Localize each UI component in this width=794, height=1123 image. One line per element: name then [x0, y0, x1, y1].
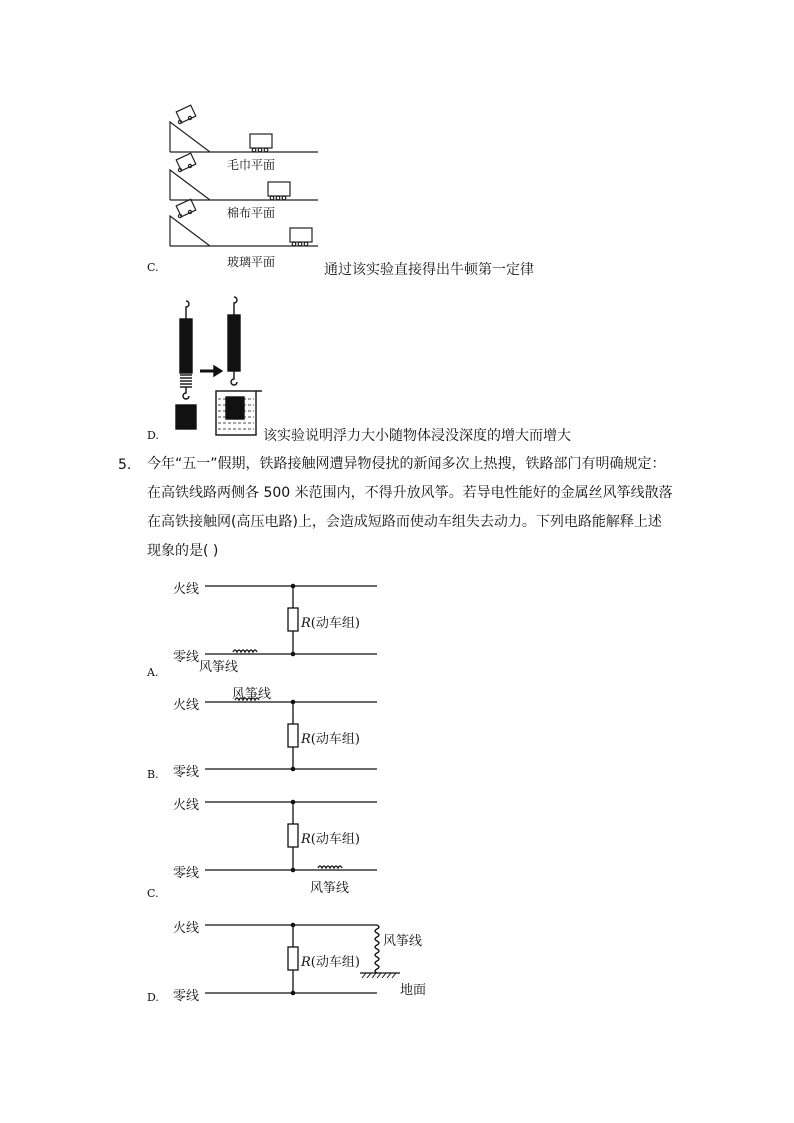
circuit-c-kite-label: 风筝线: [310, 881, 350, 896]
resistor-symbol: R: [301, 616, 311, 631]
option-letter-c: C.: [147, 887, 159, 900]
circuit-a-resistor-label: [301, 612, 360, 631]
circuit-c-neutral-label: 零线: [173, 866, 200, 881]
circuit-c-resistor-label: [301, 828, 360, 847]
resistor-symbol: R: [301, 955, 311, 970]
option-letter-d-top: D.: [147, 429, 159, 442]
question-line-4: 现象的是( ): [147, 543, 219, 559]
resistor-text: (动车组): [310, 732, 360, 747]
surface-label-towel: 毛巾平面: [227, 158, 276, 172]
question-line-3: 在高铁接触网(高压电路)上，会造成短路而使动车组失去动力。下列电路能解释上述: [147, 514, 662, 530]
circuit-d-kite-label: 风筝线: [383, 934, 423, 949]
resistor-text: (动车组): [310, 955, 360, 970]
resistor-symbol: R: [301, 832, 311, 847]
circuit-c-live-label: 火线: [173, 798, 200, 813]
circuit-a-kite-label: 风筝线: [199, 660, 239, 675]
circuit-b-kite-label: 风筝线: [232, 687, 272, 702]
option-letter-a: A.: [147, 666, 159, 679]
resistor-symbol: R: [301, 732, 311, 747]
circuit-a-live-label: 火线: [173, 582, 200, 597]
surface-label-cotton: 棉布平面: [227, 206, 276, 220]
resistor-text: (动车组): [310, 616, 360, 631]
option-letter-c-top: C.: [147, 261, 159, 274]
circuit-d-neutral-label: 零线: [173, 989, 200, 1004]
option-letter-b: B.: [147, 768, 159, 781]
circuit-b-resistor-label: [301, 728, 360, 747]
circuit-d-ground-label: 地面: [400, 983, 427, 998]
option-c-statement: 通过该实验直接得出牛顿第一定律: [324, 262, 534, 278]
option-d-statement: 该实验说明浮力大小随物体浸没深度的增大而增大: [263, 428, 571, 444]
circuit-a-neutral-label: 零线: [173, 650, 200, 665]
circuit-d-resistor-label: [301, 951, 360, 970]
question-number: 5.: [118, 457, 132, 473]
inclined-plane-diagram: [160, 100, 330, 270]
resistor-text: (动车组): [310, 832, 360, 847]
question-text: [147, 450, 687, 566]
circuit-b-neutral-label: 零线: [173, 765, 200, 780]
option-letter-d: D.: [147, 991, 159, 1004]
question-line-1: 今年“五一”假期，铁路接触网遭异物侵扰的新闻多次上热搜，铁路部门有明确规定：: [147, 456, 666, 472]
circuit-d-live-label: 火线: [173, 921, 200, 936]
question-line-2: 在高铁线路两侧各 500 米范围内，不得升放风筝。若导电性能好的金属丝风筝线散落: [147, 485, 673, 501]
buoyancy-diagram: [168, 295, 268, 440]
surface-label-glass: 玻璃平面: [227, 255, 276, 269]
circuit-b-live-label: 火线: [173, 698, 200, 713]
